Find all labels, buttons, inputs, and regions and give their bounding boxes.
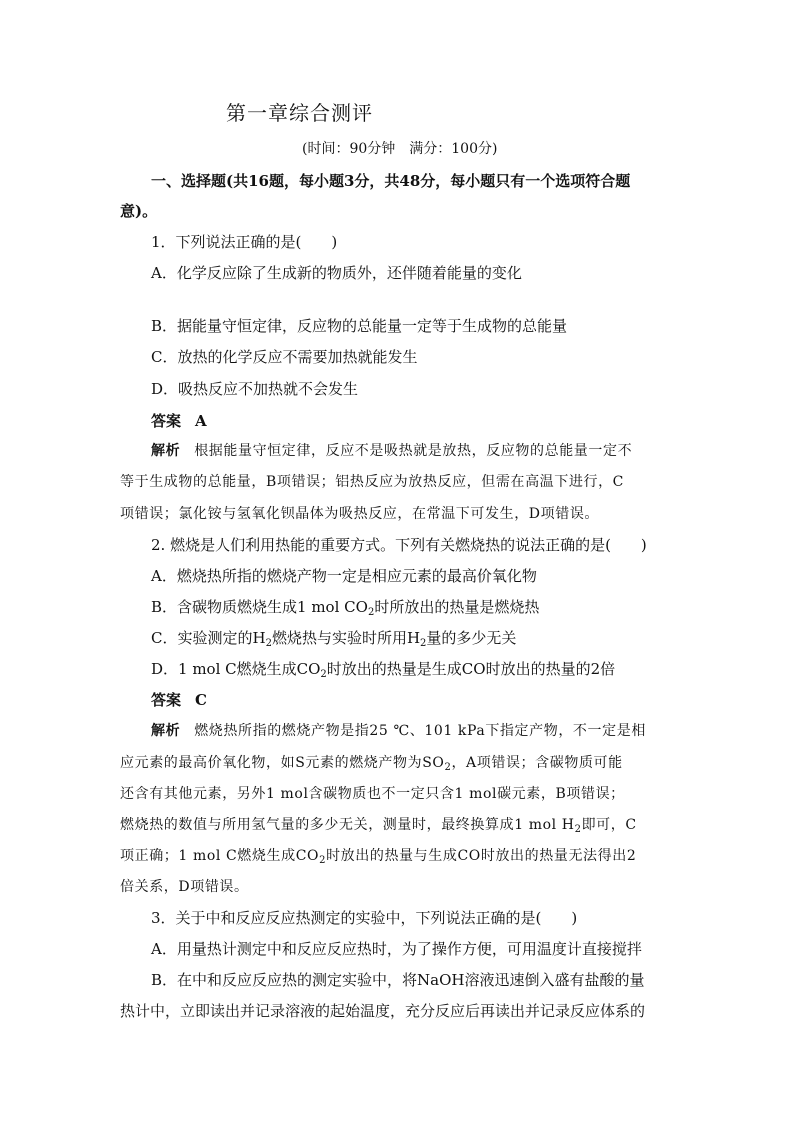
question-2-explanation-l2 (120, 752, 674, 774)
question-3-option-b-cont: 热计中，立即读出并记录溶液的起始温度，充分反应后再读出并记录反应体系的 (120, 1002, 646, 1020)
question-1-option-c: C．放热的化学反应不需要加热就能发生 (151, 348, 418, 366)
text-segment: C．实验测定的H (151, 629, 266, 647)
question-2-option-a: A．燃烧热所指的燃烧产物一定是相应元素的最高价氧化物 (151, 567, 537, 585)
text-segment: 项正确；1 mol C燃烧生成CO (120, 848, 320, 864)
question-2-option-c (151, 627, 674, 649)
subscript: 2 (265, 638, 272, 649)
explanation-label: 解析 (151, 723, 181, 739)
question-1-explanation-l3: 项错误；氯化铵与氢氧化钡晶体为吸热反应，在常温下可发生，D项错误。 (120, 506, 600, 522)
subscript: 2 (320, 669, 327, 680)
subscript: 2 (367, 607, 375, 618)
text-segment: ，A项错误；含碳物质可能 (451, 755, 623, 771)
answer-value: A (195, 412, 207, 430)
text-segment: 燃烧热与实验时所用H (271, 629, 421, 647)
question-2-stem: 2. 燃烧是人们利用热能的重要方式。下列有关燃烧热的说法正确的是( ) (151, 536, 647, 554)
text-segment: D．1 mol C燃烧生成CO (151, 660, 321, 678)
text-segment: 时所放出的热量是燃烧热 (374, 598, 540, 616)
text-segment: 应元素的最高价氧化物，如S元素的燃烧产物为SO (120, 755, 445, 771)
text-segment: 即可，C (581, 817, 637, 833)
question-2-explanation (151, 720, 674, 742)
explanation-text: 根据能量守恒定律，反应不是吸热就是放热，反应物的总能量一定不 (194, 443, 633, 459)
question-2-explanation-l6: 倍关系，D项错误。 (120, 879, 249, 895)
question-1-explanation-l2: 等于生成物的总能量，B项错误；铝热反应为放热反应，但需在高温下进行，C (120, 474, 624, 490)
text-segment: 时放出的热量与生成CO时放出的热量无法得出2 (326, 848, 637, 864)
question-1-option-b: B．据能量守恒定律，反应物的总能量一定等于生成物的总能量 (151, 317, 568, 335)
question-2-explanation-l5 (120, 845, 674, 867)
answer-label: 答案 (151, 691, 182, 709)
question-3-option-b: B．在中和反应反应热的测定实验中，将NaOH溶液迅速倒入盛有盐酸的量 (151, 971, 645, 989)
explanation-text: 燃烧热所指的燃烧产物是指25 ℃、101 kPa下指定产物，不一定是相 (194, 723, 646, 739)
subscript: 2 (319, 855, 327, 866)
question-1-option-d: D．吸热反应不加热就不会发生 (151, 380, 359, 398)
section-heading: 一、选择题(共16题，每小题3分，共48分，每小题只有一个选项符合题 (151, 172, 631, 190)
subscript: 2 (420, 638, 427, 649)
question-2-option-d (151, 658, 674, 680)
question-3-stem: 3．关于中和反应反应热测定的实验中，下列说法正确的是( ) (151, 909, 578, 927)
question-1-explanation (151, 440, 674, 462)
explanation-label: 解析 (151, 443, 181, 459)
subscript: 2 (444, 762, 452, 773)
text-segment: 时放出的热量是生成CO时放出的热量的2倍 (326, 660, 616, 678)
text-segment: 量的多少无关 (426, 629, 517, 647)
text-segment: 燃烧热的数值与所用氢气量的多少无关，测量时，最终换算成1 mol H (120, 817, 575, 833)
subscript: 2 (574, 824, 582, 835)
question-1-stem: 1．下列说法正确的是( ) (151, 233, 338, 251)
text-segment: B．含碳物质燃烧生成1 mol CO (151, 598, 368, 616)
question-1-option-a: A．化学反应除了生成新的物质外，还伴随着能量的变化 (151, 264, 522, 282)
exam-meta: (时间：90分钟 满分：100分) (302, 141, 498, 157)
question-2-option-b (151, 596, 674, 618)
question-2-answer (151, 689, 674, 711)
section-heading-cont: 意)。 (120, 202, 158, 220)
answer-label: 答案 (151, 412, 182, 430)
question-1-answer (151, 410, 674, 432)
question-3-option-a: A．用量热计测定中和反应反应热时，为了操作方便，可用温度计直接搅拌 (151, 940, 642, 958)
page-title: 第一章综合测评 (226, 101, 373, 125)
question-2-explanation-l3: 还含有其他元素，另外1 mol含碳物质也不一定只含1 mol碳元素，B项错误； (120, 786, 625, 802)
answer-value: C (195, 691, 207, 709)
question-2-explanation-l4 (120, 814, 674, 836)
